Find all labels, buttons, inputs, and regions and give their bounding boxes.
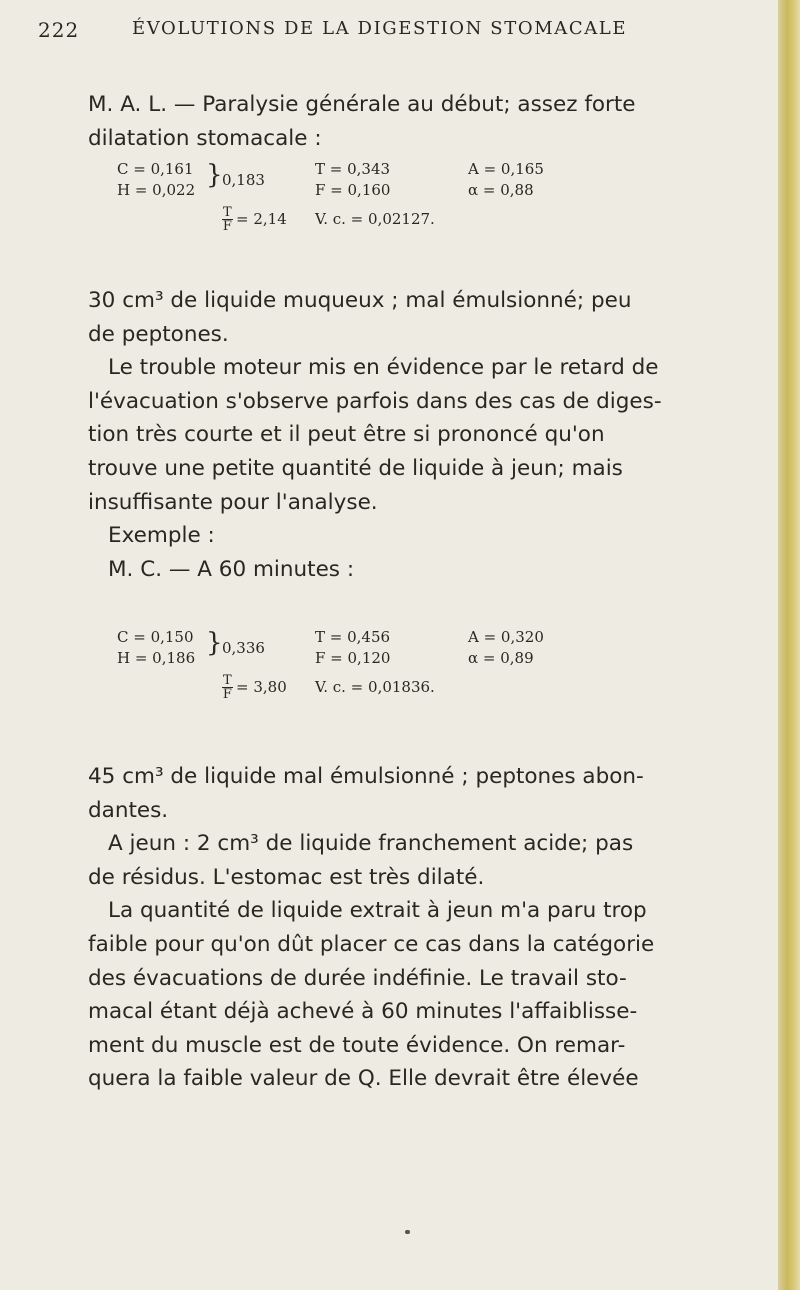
case1-intro <box>88 88 768 155</box>
text-line: 45 cm³ de liquide mal émulsionné ; peptones abon- <box>88 764 644 789</box>
text-line: M. C. — A 60 minutes : <box>108 556 355 582</box>
ink-speck <box>405 1230 410 1234</box>
text-line: La quantité de liquide extrait à jeun m'a paru trop <box>108 898 647 924</box>
body-text-2 <box>88 760 768 1096</box>
fraction-numerator: T <box>223 205 232 220</box>
formula-c: C = 0,150 <box>117 628 194 646</box>
text-line: trouve une petite quantité de liquide à jeun; mais <box>88 455 623 481</box>
formula-block-1 <box>0 160 800 270</box>
fraction-denominator: F <box>222 219 232 234</box>
text-line: de résidus. L'estomac est très dilaté. <box>88 864 485 890</box>
formula-sum: 0,336 <box>222 639 265 657</box>
fraction-numerator: T <box>223 673 232 688</box>
text-line: Le trouble moteur mis en évidence par le retard de <box>108 355 659 381</box>
text-line: l'évacuation s'observe parfois dans des cas de diges- <box>88 388 662 414</box>
text-line: dilatation stomacale : <box>88 125 322 151</box>
formula-h: H = 0,186 <box>117 649 196 667</box>
text-line: quera la faible valeur de Q. Elle devrait être élevée <box>88 1066 639 1092</box>
text-line: des évacuations de durée indéfinie. Le travail sto- <box>88 965 627 991</box>
formula-vc: V. c. = 0,01836. <box>315 678 435 696</box>
brace: } <box>206 628 223 658</box>
formula-t: T = 0,456 <box>315 628 391 646</box>
text-line: de peptones. <box>88 321 229 347</box>
body-text-1 <box>88 284 768 586</box>
text-line: ment du muscle est de toute évidence. On remar- <box>88 1032 626 1058</box>
formula-sum: 0,183 <box>222 171 265 189</box>
text-line: A jeun : 2 cm³ de liquide franchement acide; pas <box>108 831 634 857</box>
formula-vc: V. c. = 0,02127. <box>315 210 435 228</box>
text-line: faible pour qu'on dût placer ce cas dans la catégorie <box>88 931 655 957</box>
running-header <box>20 18 780 48</box>
text-line: tion très courte et il peut être si prononcé qu'on <box>88 422 605 448</box>
text-line: macal étant déjà achevé à 60 minutes l'affaiblisse- <box>88 999 638 1025</box>
fraction-denominator: F <box>222 687 232 702</box>
formula-alpha: α = 0,89 <box>468 649 534 667</box>
text-line: M. A. L. — Paralysie générale au début; assez forte <box>88 92 636 117</box>
running-title: ÉVOLUTIONS DE LA DIGESTION STOMACALE <box>132 18 628 39</box>
formula-tf-value: = 2,14 <box>236 210 287 228</box>
text-line: Exemple : <box>108 523 215 549</box>
text-line: insuffisante pour l'analyse. <box>88 489 378 515</box>
formula-alpha: α = 0,88 <box>468 181 534 199</box>
formula-c: C = 0,161 <box>117 160 194 178</box>
t-over-f-fraction <box>222 206 233 233</box>
formula-a: A = 0,165 <box>468 160 544 178</box>
formula-a: A = 0,320 <box>468 628 544 646</box>
formula-h: H = 0,022 <box>117 181 196 199</box>
formula-block-2 <box>0 628 800 738</box>
brace: } <box>206 160 223 190</box>
formula-f: F = 0,120 <box>315 649 391 667</box>
formula-tf-value: = 3,80 <box>236 678 287 696</box>
text-line: dantes. <box>88 797 169 823</box>
formula-t: T = 0,343 <box>315 160 391 178</box>
text-line: 30 cm³ de liquide muqueux ; mal émulsionné; peu <box>88 288 632 313</box>
formula-f: F = 0,160 <box>315 181 391 199</box>
t-over-f-fraction <box>222 674 233 701</box>
page-number: 222 <box>38 18 80 42</box>
